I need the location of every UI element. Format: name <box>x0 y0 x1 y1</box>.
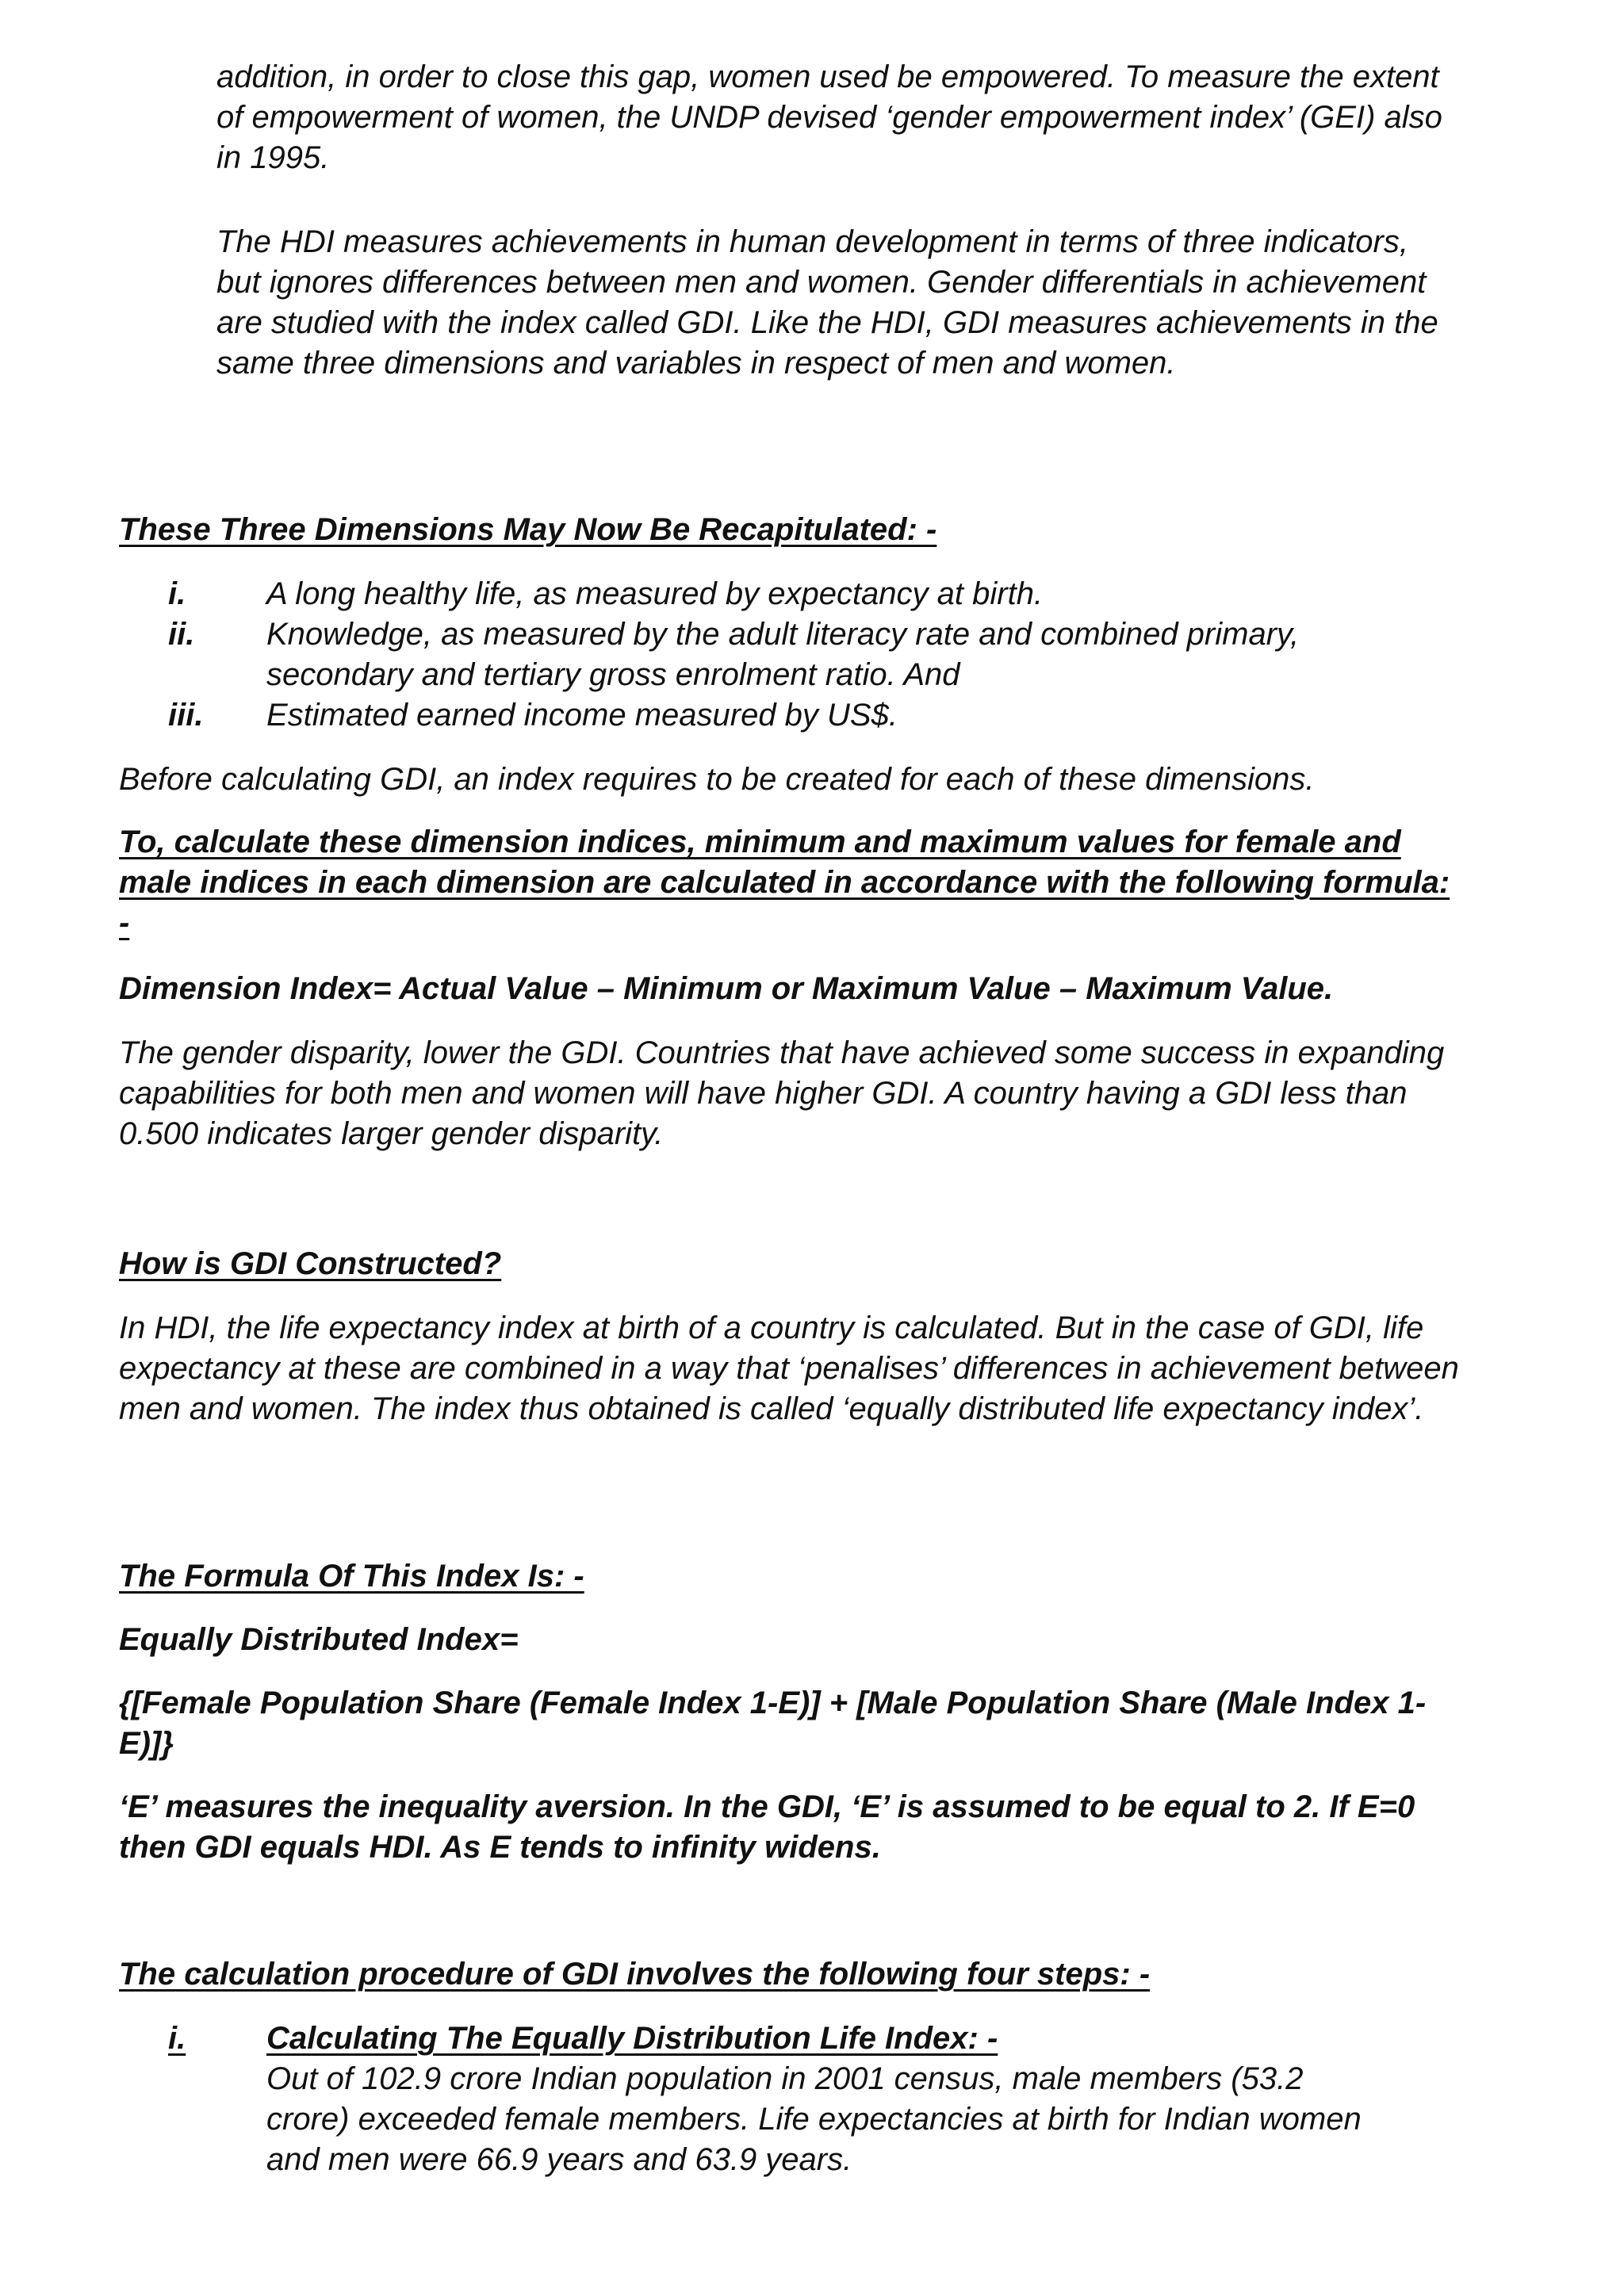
list-item-number: i. <box>168 2021 186 2056</box>
list-item-number: i. <box>168 576 186 611</box>
paragraph-constructed: In HDI, the life expectancy index at birth of a country is calculated. But in the case of GDI, life expectancy at these are combined in a way that ‘penalises’ differences in achievement between men and women. The index thus obtained is called ‘equally distributed life expectancy index’. <box>119 1311 1459 1426</box>
list-item <box>168 614 1453 695</box>
list-item-number: ii. <box>168 617 195 652</box>
paragraph-hdi: The HDI measures achievements in human development in terms of three indicators, but ignores differences between men and women. Gender differentials in achievement are studied with the index called GDI. Like the HDI, GDI measures achievements in the same three dimensions and variables in respect of men and women. <box>216 224 1438 381</box>
step-title: Calculating The Equally Distribution Life Index: - <box>266 2021 998 2056</box>
heading-dimensions: These Three Dimensions May Now Be Recapitulated: - <box>119 512 937 547</box>
list-item <box>168 695 1453 736</box>
formula-expression: {[Female Population Share (Female Index 1-E)] + [Male Population Share (Male Index 1- E)]} <box>119 1686 1427 1761</box>
list-item-text: Knowledge, as measured by the adult literacy rate and combined primary, secondary and tertiary gross enrolment ratio. And <box>266 617 1300 692</box>
formula-label: Equally Distributed Index= <box>119 1622 519 1657</box>
step-body <box>266 2019 1377 2180</box>
list-item-number: iii. <box>168 698 204 733</box>
heading-constructed: How is GDI Constructed? <box>119 1246 502 1281</box>
formula-dimension-index: Dimension Index= Actual Value – Minimum or Maximum Value – Maximum Value. <box>119 971 1334 1006</box>
paragraph-disparity: The gender disparity, lower the GDI. Countries that have achieved some success in expanding capabilities for both men and women will have higher GDI. A country having a GDI less than 0.500 indicates larger gender disparity. <box>119 1035 1445 1151</box>
list-item-text: A long healthy life, as measured by expectancy at birth. <box>266 576 1044 611</box>
heading-calc-indices: To, calculate these dimension indices, minimum and maximum values for female and male indices in each dimension are calculated in accordance with the following formula: - <box>119 825 1450 940</box>
list-item <box>168 2019 1453 2185</box>
heading-procedure: The calculation procedure of GDI involves the following four steps: - <box>119 1957 1151 1992</box>
paragraph-intro-end: addition, in order to close this gap, women used be empowered. To measure the extent of empowerment of women, the UNDP devised ‘gender empowerment index’ (GEI) also in 1995. <box>216 59 1442 175</box>
paragraph-e-measures: ‘E’ measures the inequality aversion. In the GDI, ‘E’ is assumed to be equal to 2. If E=0 then GDI equals HDI. As E tends to infinity widens. <box>119 1789 1415 1865</box>
paragraph-before-calc: Before calculating GDI, an index requires to be created for each of these dimensions. <box>119 762 1315 797</box>
list-item-text: Estimated earned income measured by US$. <box>266 698 898 733</box>
step-text: Out of 102.9 crore Indian population in 2001 census, male members (53.2 crore) exceeded female members. Life expectancies at birth for Indian women and men were 66.9 years and 63.9 years. <box>266 2061 1362 2177</box>
list-item <box>168 574 1453 614</box>
heading-formula: The Formula Of This Index Is: - <box>119 1559 584 1594</box>
